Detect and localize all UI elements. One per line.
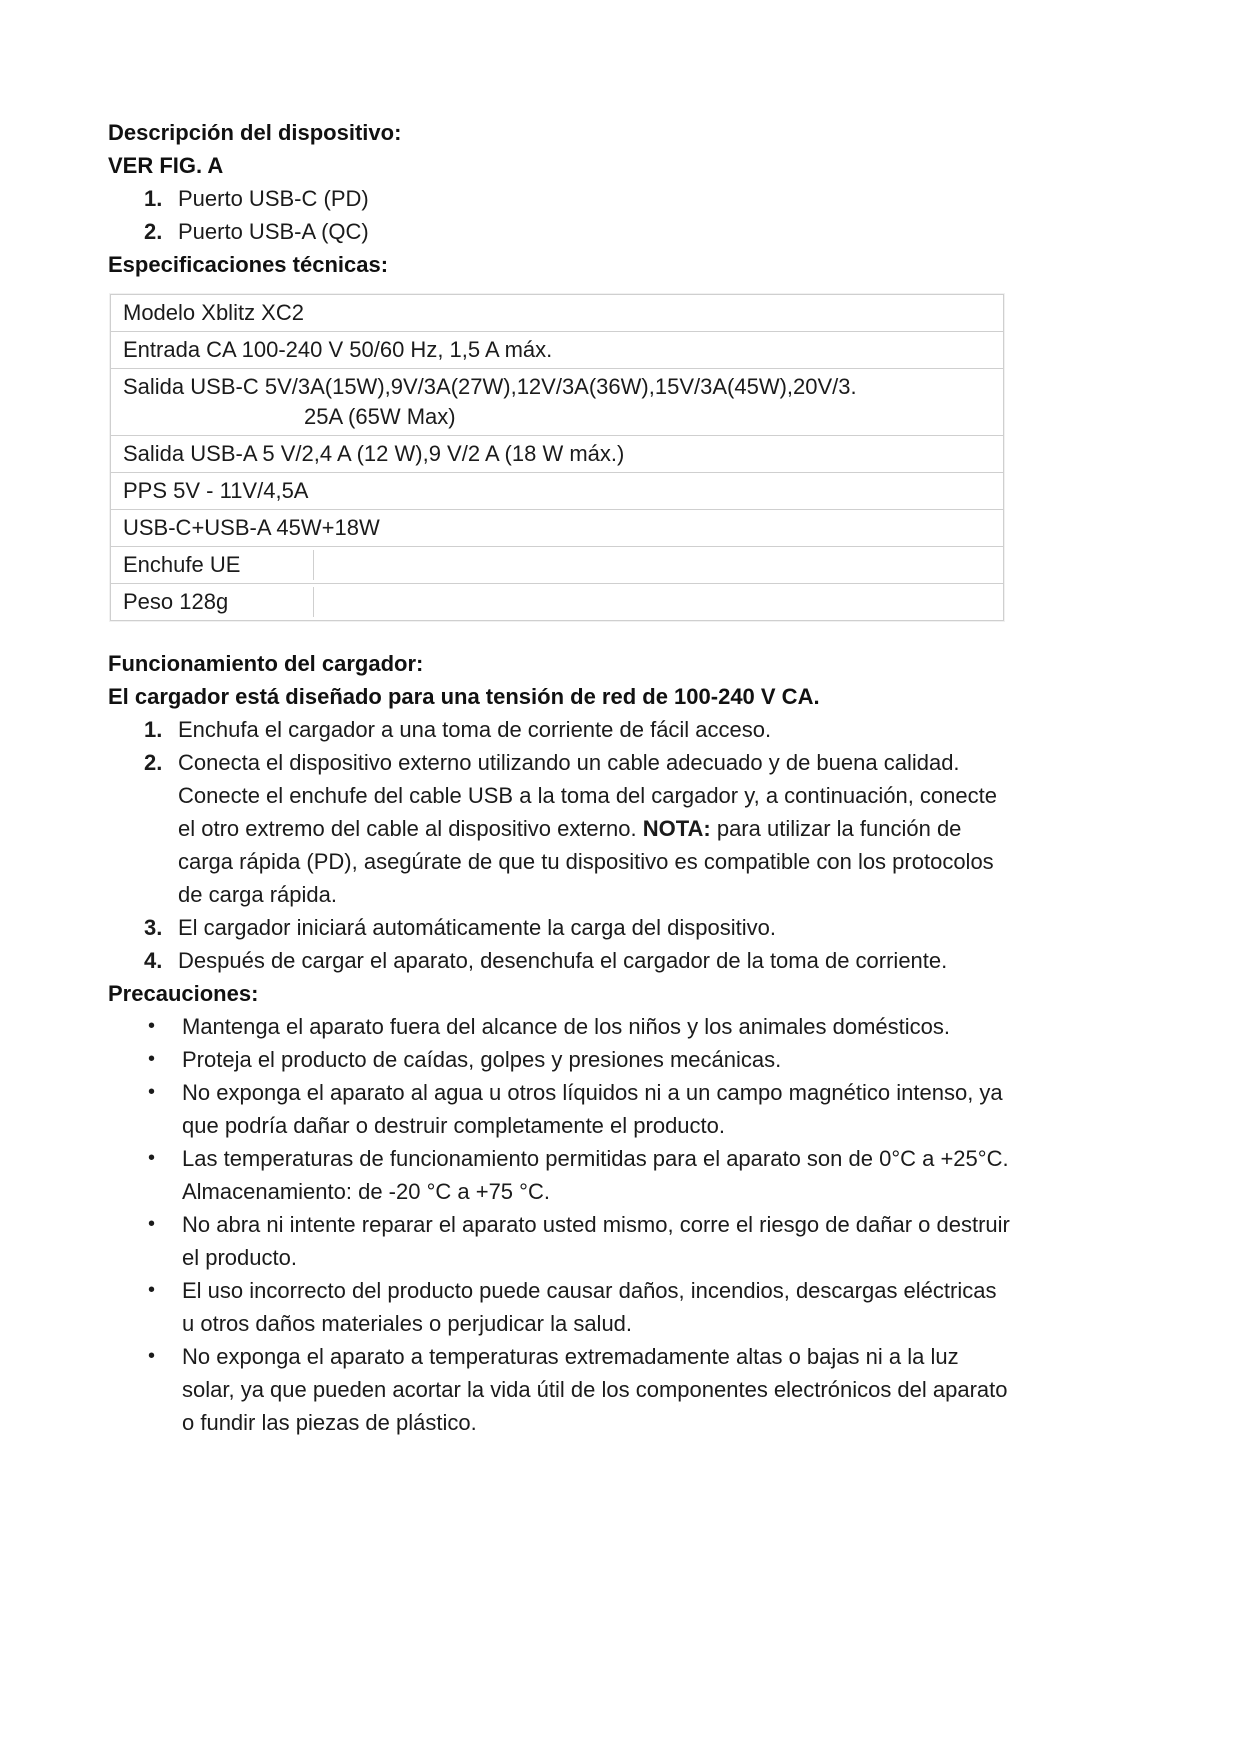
precaution-text: No exponga el aparato al agua u otros líquidos ni a un campo magnético intenso, ya que podría dañar o destruir completamente el producto.: [182, 1080, 1003, 1138]
step-text-part: para utilizar la función de carga rápida (PD), asegúrate de que tu dispositivo es compatible con los protocolos de carga rápida.: [178, 816, 994, 907]
precaution-item: [108, 1076, 1010, 1142]
step-number: 3.: [144, 915, 163, 940]
step-text: Después de cargar el aparato, desenchufa el cargador de la toma de corriente.: [178, 948, 948, 973]
precaution-text: Las temperaturas de funcionamiento permitidas para el aparato son de 0°C a +25°C. Almacenamiento: de -20 °C a +75 °C.: [182, 1146, 1009, 1204]
step-number: 1.: [144, 717, 163, 742]
bullet-icon: •: [148, 1279, 156, 1301]
table-row: [111, 510, 1003, 547]
operation-step: [108, 944, 1010, 977]
bullet-icon: •: [148, 1345, 156, 1367]
table-cell: Modelo Xblitz XC2: [123, 300, 304, 325]
step-number: 2.: [144, 750, 163, 775]
step-text-part: Conecta el dispositivo externo utilizando un cable adecuado y de buena calidad. Conecte el enchufe del cable USB a la toma del cargador y, a continuación, conecte el otro extremo del cable al dispositivo externo.: [178, 750, 997, 841]
step-text: [178, 746, 1010, 911]
operation-step: [108, 746, 1010, 911]
precaution-item: [108, 1274, 1010, 1340]
table-row: [111, 473, 1003, 510]
bullet-icon: •: [148, 1081, 156, 1103]
specs-heading: Especificaciones técnicas:: [108, 252, 389, 277]
bullet-icon: •: [148, 1213, 156, 1235]
table-cell: PPS 5V - 11V/4,5A: [123, 478, 309, 503]
list-item-text: Puerto USB-A (QC): [178, 219, 369, 244]
operation-heading: Funcionamiento del cargador:: [108, 651, 424, 676]
bullet-icon: •: [148, 1147, 156, 1169]
list-item: [108, 182, 1010, 215]
precaution-text: El uso incorrecto del producto puede causar daños, incendios, descargas eléctricas u otros daños materiales o perjudicar la salud.: [182, 1278, 997, 1336]
precaution-item: [108, 1208, 1010, 1274]
table-cell: USB-C+USB-A 45W+18W: [123, 515, 380, 540]
list-item: [108, 215, 1010, 248]
device-description-heading: Descripción del dispositivo:: [108, 120, 402, 145]
table-cell: Peso 128g: [111, 587, 314, 617]
bullet-icon: •: [148, 1048, 156, 1070]
precaution-text: Proteja el producto de caídas, golpes y presiones mecánicas.: [182, 1047, 782, 1072]
page-content: [108, 116, 1010, 1439]
list-number: 1.: [144, 186, 163, 211]
nota-label: NOTA:: [642, 816, 711, 841]
table-cell: [111, 372, 1003, 432]
list-item-text: Puerto USB-C (PD): [178, 186, 369, 211]
precaution-item: [108, 1010, 1010, 1043]
precaution-item: [108, 1142, 1010, 1208]
table-row: [111, 547, 1003, 584]
table-row: [111, 436, 1003, 473]
table-row: [111, 584, 1003, 620]
precaution-item: [108, 1043, 1010, 1076]
specs-table: [110, 294, 1004, 621]
list-number: 2.: [144, 219, 163, 244]
table-cell-line2: 25A (65W Max): [304, 404, 456, 429]
precautions-list: [108, 1010, 1010, 1439]
table-cell: Entrada CA 100-240 V 50/60 Hz, 1,5 A máx.: [123, 337, 553, 362]
precautions-heading: Precauciones:: [108, 981, 259, 1006]
step-number: 4.: [144, 948, 163, 973]
precaution-text: Mantenga el aparato fuera del alcance de los niños y los animales domésticos.: [182, 1014, 951, 1039]
table-row: [111, 295, 1003, 332]
precaution-item: [108, 1340, 1010, 1439]
table-cell: Enchufe UE: [111, 550, 314, 580]
precaution-text: No abra ni intente reparar el aparato usted mismo, corre el riesgo de dañar o destruir el producto.: [182, 1212, 1010, 1270]
table-row: [111, 332, 1003, 369]
table-cell-empty: [314, 550, 1003, 580]
operation-step: [108, 911, 1010, 944]
operation-subheading: El cargador está diseñado para una tensión de red de 100-240 V CA.: [108, 684, 820, 709]
device-ports-list: [108, 182, 1010, 248]
table-cell: Salida USB-A 5 V/2,4 A (12 W),9 V/2 A (18 W máx.): [123, 441, 625, 466]
table-cell-line1: Salida USB-C 5V/3A(15W),9V/3A(27W),12V/3A(36W),15V/3A(45W),20V/3.: [123, 374, 857, 399]
table-cell-empty: [314, 587, 1003, 617]
operation-step: [108, 713, 1010, 746]
table-row: [111, 369, 1003, 436]
precaution-text: No exponga el aparato a temperaturas extremadamente altas o bajas ni a la luz solar, ya que pueden acortar la vida útil de los componentes electrónicos del aparato o fundir las piezas de plástico.: [182, 1344, 1008, 1435]
operation-steps-list: [108, 713, 1010, 977]
see-figure-heading: VER FIG. A: [108, 153, 224, 178]
bullet-icon: •: [148, 1015, 156, 1037]
step-text: El cargador iniciará automáticamente la carga del dispositivo.: [178, 915, 776, 940]
step-text: Enchufa el cargador a una toma de corriente de fácil acceso.: [178, 717, 772, 742]
